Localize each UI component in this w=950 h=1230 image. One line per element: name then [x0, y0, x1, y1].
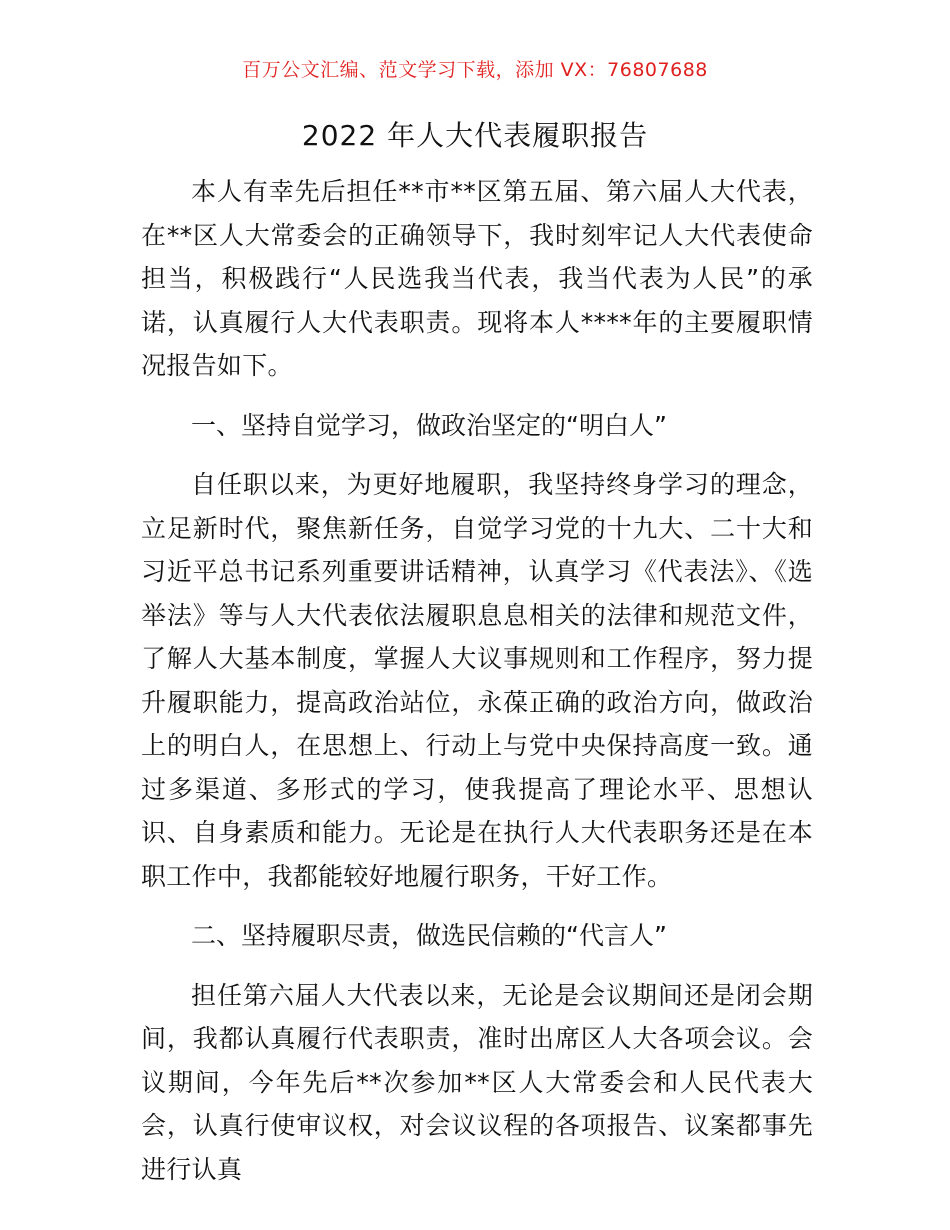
paragraph-gap	[141, 958, 813, 974]
document-body	[141, 170, 813, 1191]
intro-paragraph: 本人有幸先后担任**市**区第五届、第六届人大代表，在**区人大常委会的正确领导下，我时刻牢记人大代表使命担当，积极践行“人民选我当代表，我当代表为人民”的承诺，认真履行人大代表职责。现将本人****年的主要履职情况报告如下。	[141, 177, 813, 380]
section-1-paragraph: 自任职以来，为更好地履职，我坚持终身学习的理念，立足新时代，聚焦新任务，自觉学习党的十九大、二十大和习近平总书记系列重要讲话精神，认真学习《代表法》、《选举法》等与人大代表依法履职息息相关的法律和规范文件，了解人大基本制度，掌握人大议事规则和工作程序，努力提升履职能力，提高政治站位，永葆正确的政治方向，做政治上的明白人，在思想上、行动上与党中央保持高度一致。通过多渠道、多形式的学习，使我提高了理论水平、思想认识、自身素质和能力。无论是在执行人大代表职务还是在本职工作中，我都能较好地履行职务，干好工作。	[141, 470, 813, 891]
document-title: 2022 年人大代表履职报告	[301, 119, 649, 152]
paragraph-gap	[141, 898, 813, 914]
section-2-paragraph: 担任第六届人大代表以来，无论是会议期间还是闭会期间，我都认真履行代表职责，准时出席区人大各项会议。会议期间，今年先后**次参加**区人大常委会和人民代表大会，认真行使审议权，对会议议程的各项报告、议案都事先进行认真	[141, 980, 813, 1184]
header-note: 百万公文汇编、范文学习下载，添加 VX：76807688	[242, 59, 708, 81]
paragraph-gap	[141, 447, 813, 463]
section-2-heading: 二、坚持履职尽责，做选民信赖的“代言人”	[191, 921, 667, 950]
section-1-heading: 一、坚持自觉学习，做政治坚定的“明白人”	[191, 410, 667, 440]
paragraph-gap	[141, 388, 813, 404]
